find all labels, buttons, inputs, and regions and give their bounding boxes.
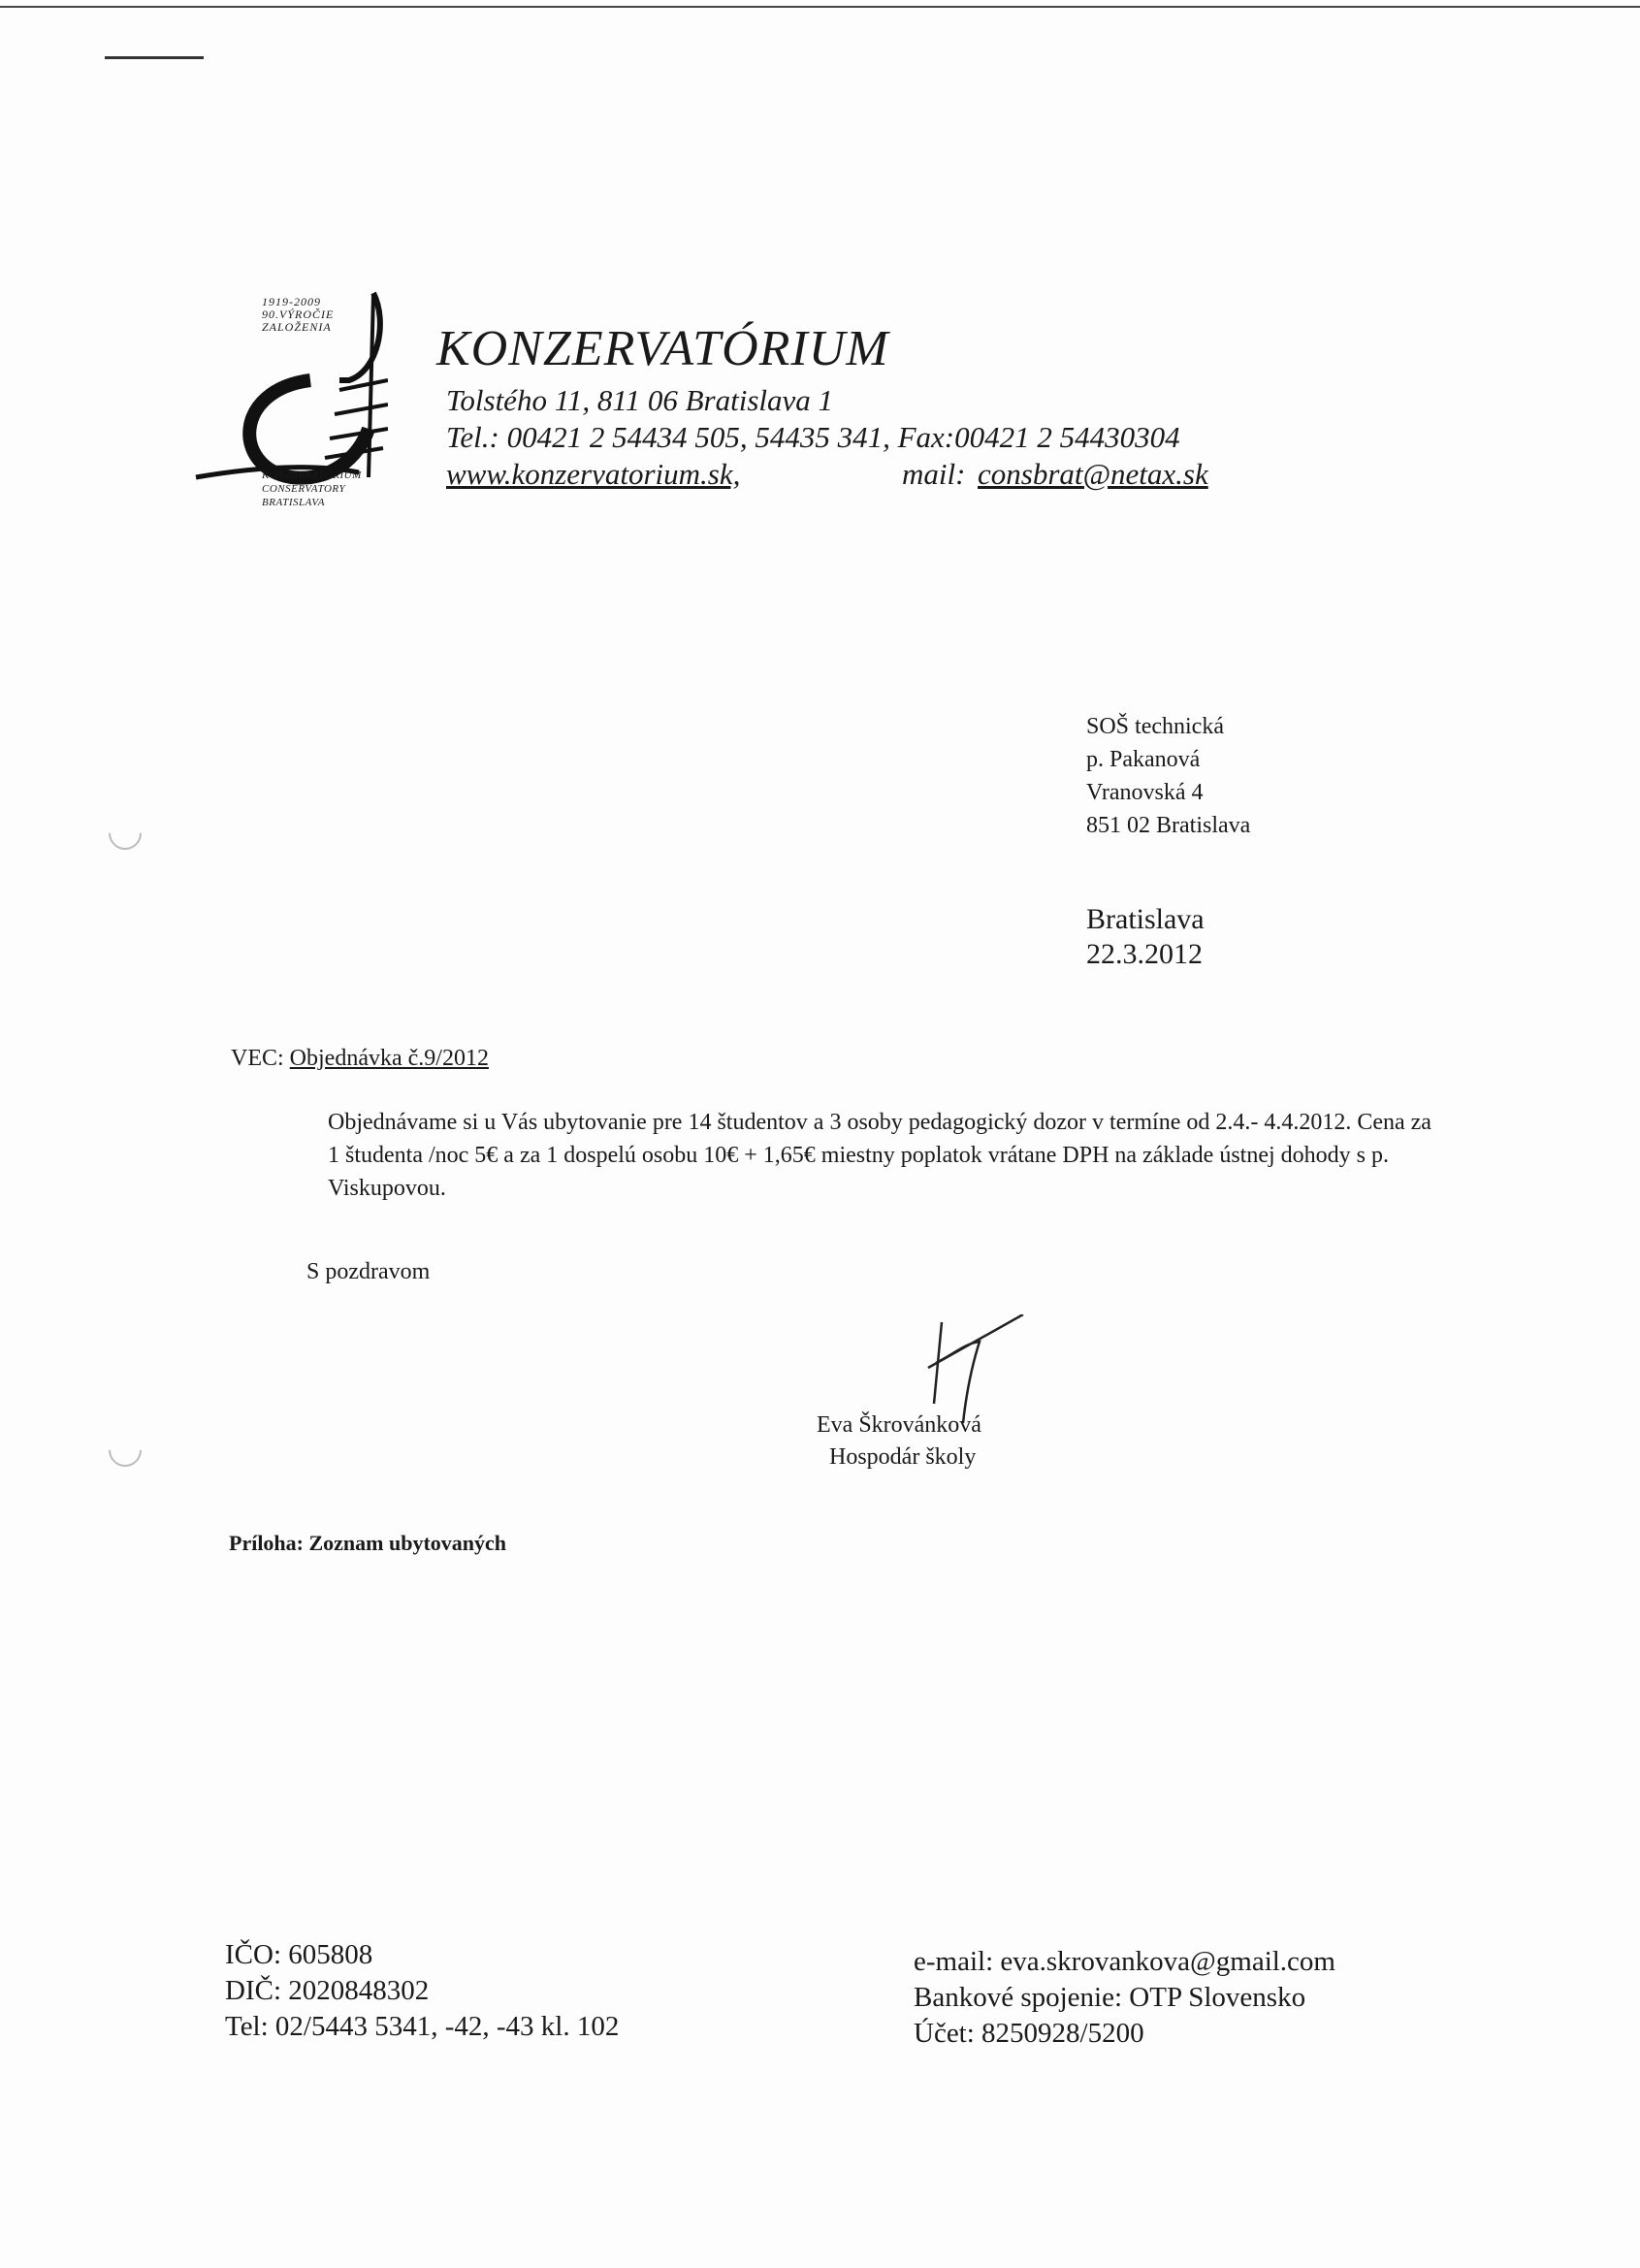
logo-line: BRATISLAVA: [262, 497, 325, 508]
recipient-block: [1086, 710, 1250, 842]
organization-address: Tolstého 11, 811 06 Bratislava 1: [446, 383, 834, 417]
footer-bank: Bankové spojenie: OTP Slovensko: [914, 1982, 1306, 2013]
recipient-line: 851 02 Bratislava: [1086, 813, 1251, 838]
mail-link[interactable]: consbrat@netax.sk: [978, 457, 1208, 491]
punch-hole-mark: [102, 1427, 148, 1474]
logo-line: ZALOŽENIA: [262, 320, 332, 334]
footer-ico: IČO: 605808: [225, 1939, 373, 1970]
place: Bratislava: [1086, 903, 1205, 935]
logo-anniversary-text: [262, 296, 334, 334]
logo-line: KONZERVATÓRIUM: [262, 470, 362, 481]
letter-body: [231, 1106, 1443, 1205]
footer-left: [225, 1937, 619, 2045]
place-date: [1086, 902, 1205, 972]
signatory-role: Hospodár školy: [829, 1444, 977, 1470]
logo-line: 1919-2009: [262, 295, 321, 308]
mail-label: mail:: [902, 457, 966, 491]
logo-line: 90.VÝROČIE: [262, 308, 335, 321]
website-link[interactable]: www.konzervatorium.sk,: [446, 457, 741, 491]
body-paragraph: Objednávame si u Vás ubytovanie pre 14 študentov a 3 osoby pedagogický dozor v termíne od 2.4.- 4.4.2012. Cena za 1 študenta /noc 5€ a za 1 dospelú osobu 10€ + 1,65€ miestny poplatok vrátane DPH na základe ústnej dohody s p. Viskupovou.: [328, 1110, 1431, 1201]
recipient-line: Vranovská 4: [1086, 780, 1204, 805]
subject-line: [231, 1046, 489, 1072]
signatory-name: Eva Škrovánková: [817, 1412, 981, 1438]
recipient-line: p. Pakanová: [1086, 747, 1201, 772]
subject-text: Objednávka č.9/2012: [289, 1046, 489, 1071]
footer-right: [914, 1944, 1335, 2052]
footer-email: e-mail: eva.skrovankova@gmail.com: [914, 1946, 1335, 1977]
organization-phone: Tel.: 00421 2 54434 505, 54435 341, Fax:00421 2 54430304: [446, 420, 1180, 454]
annex-note: Príloha: Zoznam ubytovaných: [229, 1531, 507, 1555]
handwritten-signature: [907, 1314, 1033, 1426]
organization-name: KONZERVATÓRIUM: [436, 321, 889, 376]
scan-mark: [105, 56, 204, 59]
greeting: S pozdravom: [306, 1259, 431, 1284]
recipient-line: SOŠ technická: [1086, 714, 1224, 739]
footer-dic: DIČ: 2020848302: [225, 1975, 430, 2006]
logo-name-text: [262, 469, 362, 509]
date: 22.3.2012: [1086, 938, 1203, 970]
punch-hole-mark: [102, 810, 148, 857]
logo-line: CONSERVATORY: [262, 483, 346, 495]
footer-tel: Tel: 02/5443 5341, -42, -43 kl. 102: [225, 2011, 620, 2042]
page-top-edge: [0, 6, 1640, 8]
subject-label: VEC:: [231, 1046, 284, 1071]
footer-account: Účet: 8250928/5200: [914, 2018, 1144, 2049]
